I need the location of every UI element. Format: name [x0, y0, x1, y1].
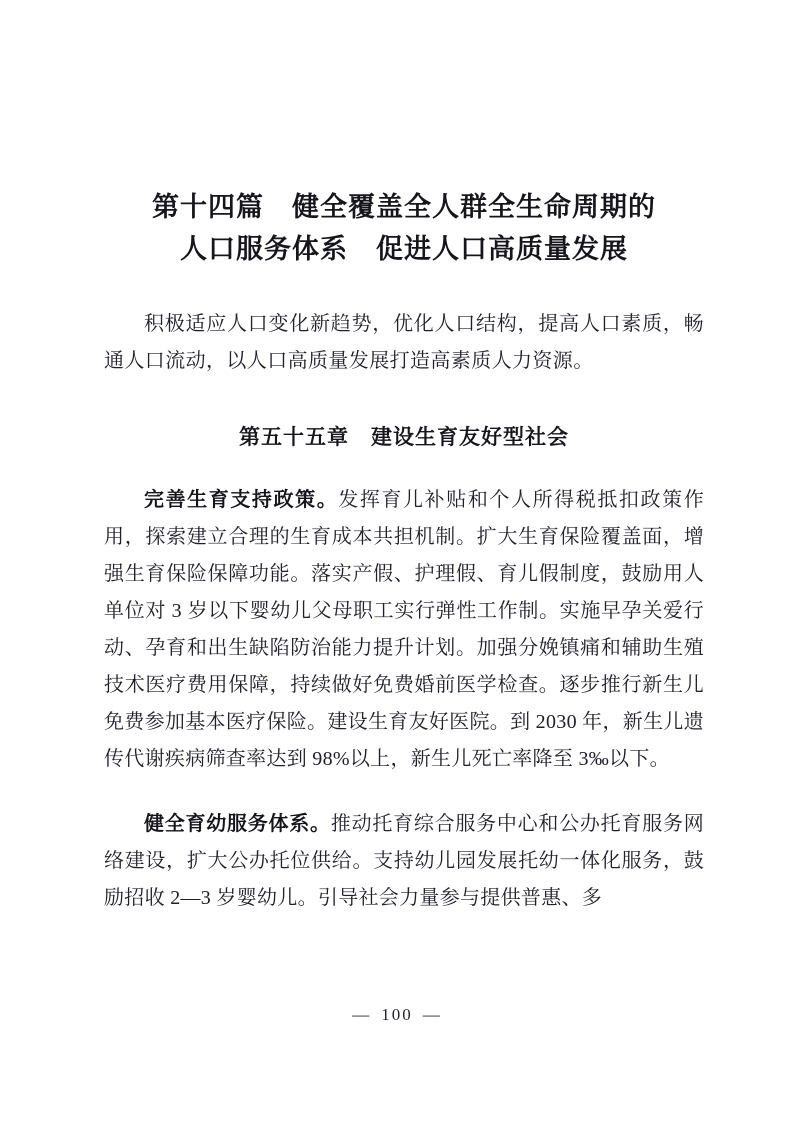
- section-paragraph-1: [104, 482, 704, 778]
- footer-dash-left: —: [352, 1005, 372, 1024]
- page-title-line-1: 第十四篇 健全覆盖全人群全生命周期的: [152, 192, 656, 222]
- footer-dash-right: —: [422, 1005, 442, 1024]
- page-footer: [0, 1005, 794, 1025]
- page-number: 100: [381, 1005, 413, 1024]
- section-body-1: 发挥育儿补贴和个人所得税抵扣政策作用，探索建立合理的生育成本共担机制。扩大生育保险覆盖面，增强生育保险保障功能。落实产假、护理假、育儿假制度，鼓励用人单位对 3 岁以下婴幼儿父母职工实行弹性工作制。实施早孕关爱行动、孕育和出生缺陷防治能力提升计划。加强分娩镇痛和辅助生殖技术医疗费用保障，持续做好免费婚前医学检查。逐步推行新生儿免费参加基本医疗保险。建设生育友好医院。到 2030 年，新生儿遗传代谢疾病筛查率达到 98%以上，新生儿死亡率降至 3‰以下。: [104, 489, 704, 770]
- page-content: [104, 186, 704, 937]
- section-paragraph-2: [104, 806, 704, 917]
- lead-paragraph: 积极适应人口变化新趋势，优化人口结构，提高人口素质，畅通人口流动，以人口高质量发展打造高素质人力资源。: [104, 313, 704, 372]
- page-title: [104, 186, 704, 270]
- section-lead-in-2: 健全育幼服务体系。: [144, 813, 331, 835]
- chapter-heading: 第五十五章 建设生育友好型社会: [239, 425, 569, 449]
- section-lead-in-1: 完善生育支持政策。: [144, 489, 339, 511]
- section-body-2: 推动托育综合服务中心和公办托育服务网络建设，扩大公办托位供给。支持幼儿园发展托幼一体化服务，鼓励招收 2—3 岁婴幼儿。引导社会力量参与提供普惠、多: [104, 813, 705, 909]
- page-title-line-2: 人口服务体系 促进人口高质量发展: [180, 234, 628, 264]
